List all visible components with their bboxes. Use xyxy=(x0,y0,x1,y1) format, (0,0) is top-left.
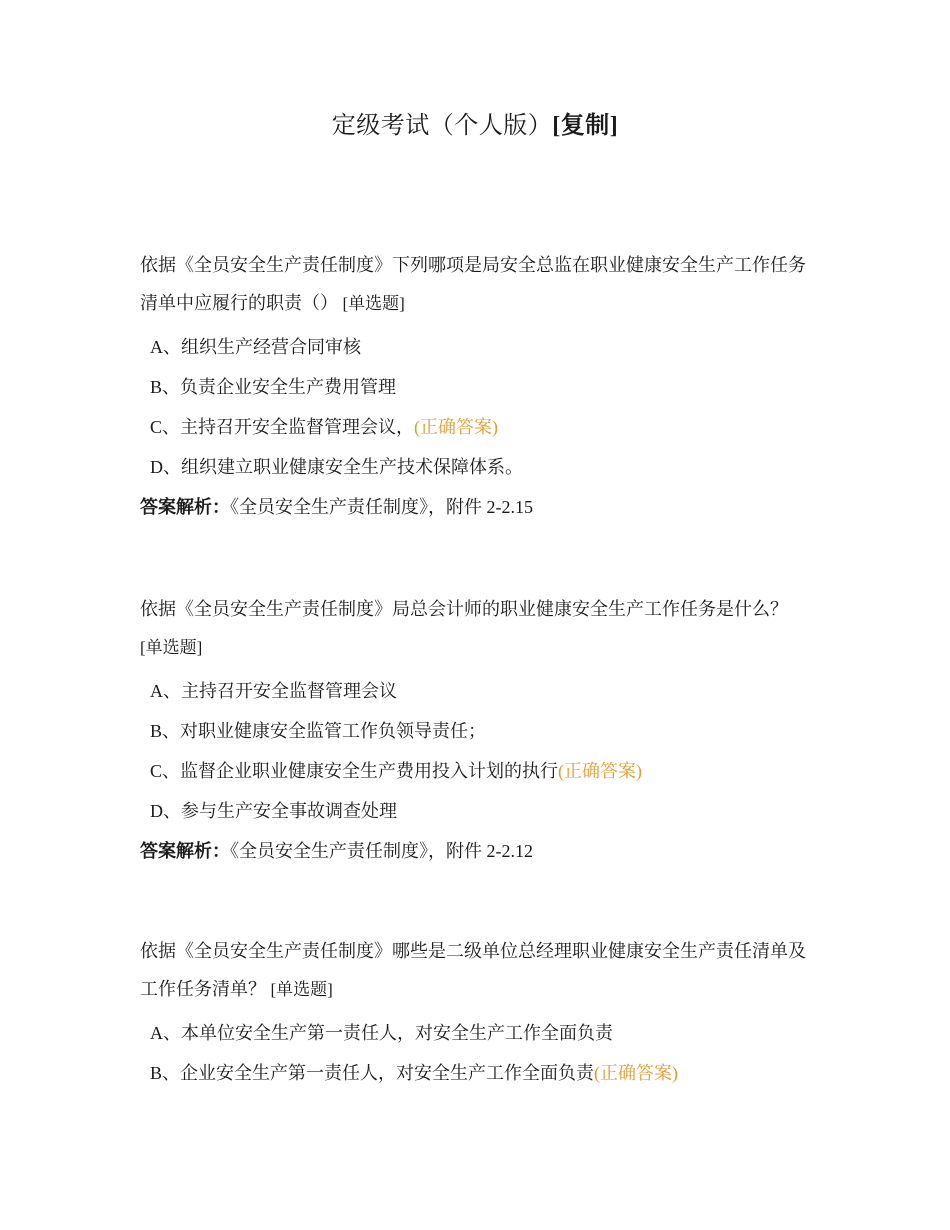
option-d xyxy=(140,447,820,487)
explanation-text: 《全员安全生产责任制度》，附件 2-2.15 xyxy=(230,497,533,517)
option-text: A、本单位安全生产第一责任人，对安全生产工作全面负责 xyxy=(150,1023,613,1043)
question-type: [单选题] xyxy=(342,294,405,313)
question-1 xyxy=(140,246,820,527)
option-d xyxy=(140,791,820,831)
explanation-label: 答案解析： xyxy=(140,497,230,517)
correct-answer-tag: (正确答案) xyxy=(594,1063,679,1083)
option-text: D、组织建立职业健康安全生产技术保障体系。 xyxy=(150,457,523,477)
option-c xyxy=(140,407,820,447)
question-text: 依据《全员安全生产责任制度》哪些是二级单位总经理职业健康安全生产责任清单及工作任务清单？ xyxy=(140,941,806,999)
title-copy-suffix: [复制] xyxy=(552,113,619,139)
page-title xyxy=(0,108,950,144)
correct-answer-tag: (正确答案) xyxy=(414,417,499,437)
question-stem xyxy=(140,932,820,1009)
option-text: A、组织生产经营合同审核 xyxy=(150,337,361,357)
option-text: A、主持召开安全监督管理会议 xyxy=(150,681,397,701)
explanation-label: 答案解析： xyxy=(140,841,230,861)
question-2 xyxy=(140,590,820,871)
option-c xyxy=(140,751,820,791)
option-text: B、负责企业安全生产费用管理 xyxy=(150,377,397,397)
answer-explanation xyxy=(140,487,820,527)
option-text: B、对职业健康安全监管工作负领导责任； xyxy=(150,721,487,741)
question-stem xyxy=(140,590,820,667)
option-a xyxy=(140,1013,820,1053)
option-text: C、监督企业职业健康安全生产费用投入计划的执行 xyxy=(150,761,559,781)
answer-explanation xyxy=(140,831,820,871)
option-text: D、参与生产安全事故调查处理 xyxy=(150,801,397,821)
option-a xyxy=(140,671,820,711)
option-b xyxy=(140,711,820,751)
option-a xyxy=(140,327,820,367)
question-3 xyxy=(140,932,820,1093)
question-type: [单选题] xyxy=(140,638,203,657)
option-text: C、主持召开安全监督管理会议， xyxy=(150,417,415,437)
question-type: [单选题] xyxy=(270,980,333,999)
question-text: 依据《全员安全生产责任制度》局总会计师的职业健康安全生产工作任务是什么？ xyxy=(140,599,788,619)
question-text: 依据《全员安全生产责任制度》下列哪项是局安全总监在职业健康安全生产工作任务清单中应履行的职责（） xyxy=(140,255,806,313)
option-text: B、企业安全生产第一责任人，对安全生产工作全面负责 xyxy=(150,1063,595,1083)
option-b xyxy=(140,1053,820,1093)
title-text: 定级考试（个人版） xyxy=(331,113,553,139)
explanation-text: 《全员安全生产责任制度》，附件 2-2.12 xyxy=(230,841,533,861)
question-stem xyxy=(140,246,820,323)
option-b xyxy=(140,367,820,407)
correct-answer-tag: (正确答案) xyxy=(558,761,643,781)
